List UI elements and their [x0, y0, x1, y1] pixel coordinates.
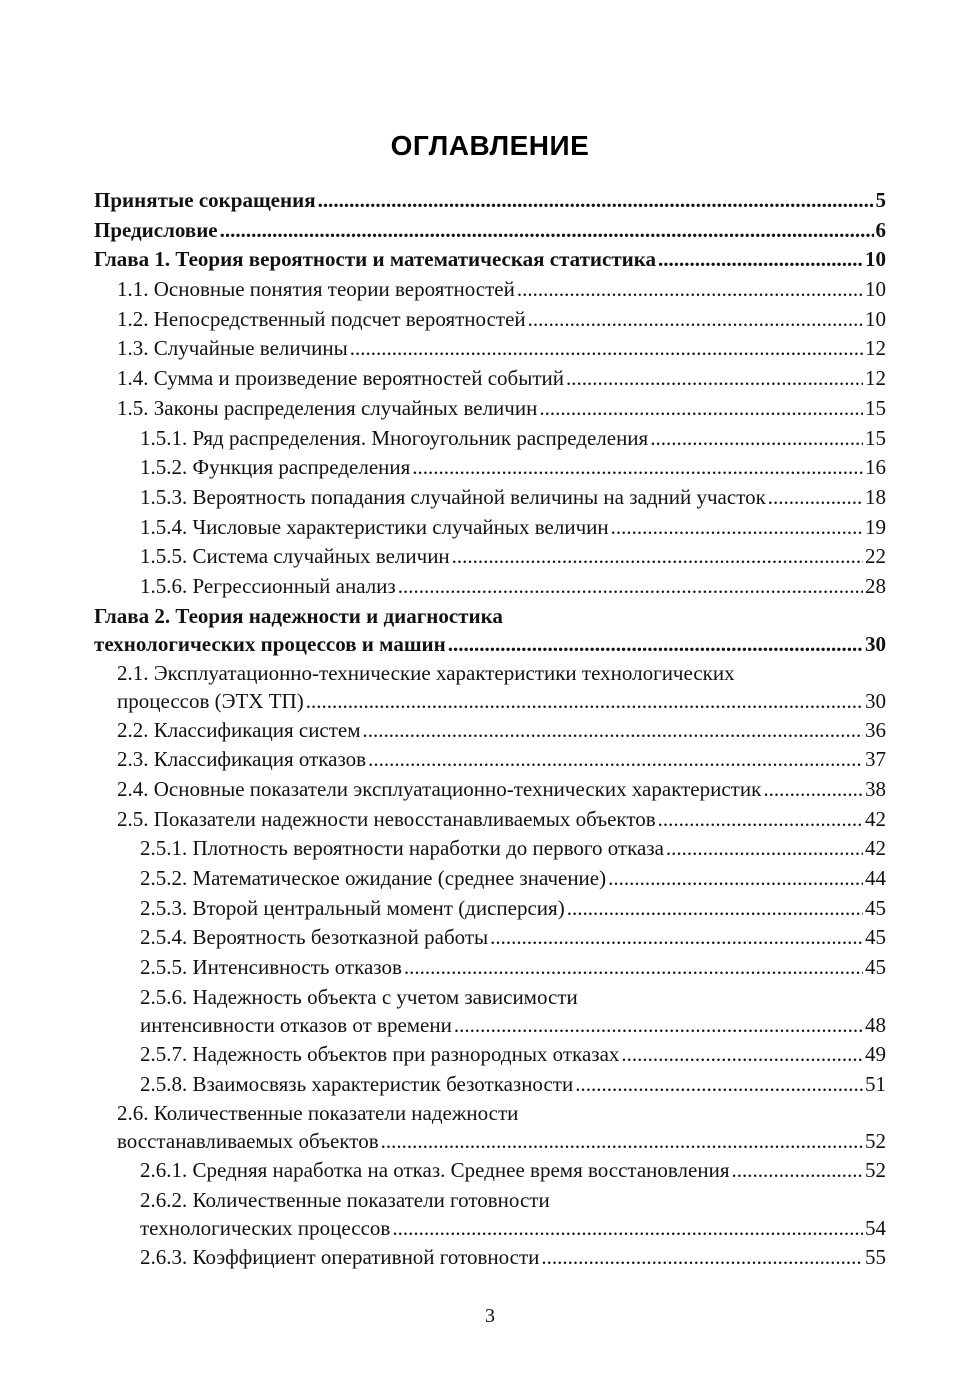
toc-page-number: 38 [865, 777, 886, 801]
toc-entry[interactable] [94, 513, 886, 543]
toc-page-number: 15 [865, 425, 886, 450]
toc-entry-text: 2.5. Показатели надежности невосстанавливаемых объектов [117, 806, 656, 831]
toc-entry-text: 2.5.5. Интенсивность отказов [140, 955, 402, 980]
toc-entry-text-line1: 2.6. Количественные показатели надежности [117, 1101, 519, 1126]
toc-entry[interactable] [94, 453, 886, 483]
toc-page-number: 49 [865, 1041, 886, 1066]
toc-entry[interactable] [94, 334, 886, 364]
toc-entry-text: 1.5.2. Функция распределения [140, 455, 411, 480]
toc-entry-text: 1.2. Непосредственный подсчет вероятностей [117, 306, 526, 331]
toc-page-number: 12 [865, 336, 886, 361]
toc-page-number: 44 [865, 866, 886, 891]
toc-entry[interactable] [94, 659, 886, 716]
toc-entry[interactable] [94, 394, 886, 424]
toc-entry[interactable] [94, 572, 886, 602]
toc-entry-text-line1: Глава 2. Теория надежности и диагностика [94, 603, 503, 628]
dot-leader [350, 334, 863, 364]
toc-page-number: 52 [865, 1129, 886, 1154]
dot-leader [318, 186, 874, 216]
toc-entry-text: 2.5.7. Надежность объектов при разнородных отказах [140, 1041, 620, 1066]
toc-entry-text-line2: технологических процессов [140, 1215, 391, 1240]
dot-leader [768, 483, 863, 513]
toc-entry[interactable] [94, 1070, 886, 1100]
toc-page-number: 36 [865, 717, 886, 742]
toc-page-number: 16 [865, 455, 886, 480]
toc-entry[interactable] [94, 834, 886, 864]
toc-page-number: 12 [865, 366, 886, 391]
toc-entry-text: 2.4. Основные показатели эксплуатационно-технических характеристик [117, 777, 762, 801]
toc-page-number: 42 [865, 836, 886, 861]
toc-entry[interactable] [94, 424, 886, 454]
toc-entry-text: 1.3. Случайные величины [117, 336, 348, 361]
toc-entry-text: Предисловие [94, 217, 218, 242]
dot-leader [567, 894, 863, 924]
page-number: 3 [485, 1305, 495, 1327]
toc-entry[interactable] [94, 216, 886, 246]
toc-entry-text: 2.2. Классификация систем [117, 717, 361, 742]
dot-leader [611, 513, 863, 543]
dot-leader [490, 923, 863, 953]
dot-leader [412, 453, 863, 483]
toc-entry-text: 1.5. Законы распределения случайных величин [117, 395, 538, 420]
toc-page-number: 6 [875, 217, 886, 242]
dot-leader [731, 1156, 863, 1186]
toc-page-number: 10 [865, 306, 886, 331]
toc-entry-text-line2: восстанавливаемых объектов [117, 1129, 379, 1154]
dot-leader [220, 216, 874, 246]
toc-entry-text: 2.5.2. Математическое ожидание (среднее значение) [140, 866, 607, 891]
toc-entry[interactable] [94, 542, 886, 572]
toc-entry-text: 2.5.3. Второй центральный момент (дисперсия) [140, 895, 565, 920]
dot-leader [452, 542, 863, 572]
toc-entry[interactable] [94, 1156, 886, 1186]
toc-entry[interactable] [94, 894, 886, 924]
toc-page-number: 28 [865, 573, 886, 598]
toc-entry[interactable] [94, 805, 886, 835]
toc-entry[interactable] [94, 983, 886, 1040]
toc-page-number: 30 [865, 688, 886, 713]
toc-page-number: 19 [865, 514, 886, 539]
dot-leader [392, 1214, 863, 1243]
dot-leader [448, 630, 863, 659]
toc-page-number: 45 [865, 955, 886, 980]
toc-entry[interactable] [94, 1099, 886, 1156]
toc-entry[interactable] [94, 716, 886, 746]
dot-leader [381, 1127, 863, 1156]
toc-entry[interactable] [94, 864, 886, 894]
toc-entry[interactable] [94, 775, 886, 805]
toc-entry-text-line2: процессов (ЭТХ ТП) [117, 688, 304, 713]
toc-entry[interactable] [94, 953, 886, 983]
toc-entry-text-line1: 2.6.2. Количественные показатели готовности [140, 1187, 550, 1212]
toc-entry-text: Глава 1. Теория вероятности и математическая статистика [94, 247, 657, 272]
toc-entry-text: 1.5.6. Регрессионный анализ [140, 573, 396, 598]
toc-entry-text: Принятые сокращения [94, 188, 316, 212]
toc-entry-text-line2: интенсивности отказов от времени [140, 1012, 452, 1037]
page-title: ОГЛАВЛЕНИЕ [390, 130, 590, 161]
toc-page-number: 5 [875, 188, 886, 212]
toc-entry[interactable] [94, 364, 886, 394]
toc-page-number: 55 [865, 1244, 886, 1269]
dot-leader [363, 716, 863, 746]
toc-entry-text-line1: 2.1. Эксплуатационно-технические характеристики технологических [117, 660, 735, 685]
dot-leader [517, 275, 863, 305]
toc-page-number: 30 [865, 631, 886, 656]
toc-page-number: 45 [865, 925, 886, 950]
toc-page-number: 22 [865, 544, 886, 569]
toc-entry[interactable] [94, 305, 886, 335]
toc-entry-text: 1.5.5. Система случайных величин [140, 544, 450, 569]
toc-page-number: 37 [865, 747, 886, 772]
toc-entry[interactable] [94, 245, 886, 275]
toc-entry-text: 1.5.1. Ряд распределения. Многоугольник распределения [140, 425, 649, 450]
dot-leader [528, 305, 863, 335]
table-of-contents [94, 186, 886, 1273]
toc-entry[interactable] [94, 745, 886, 775]
toc-entry-text: 1.4. Сумма и произведение вероятностей событий [117, 366, 564, 391]
toc-entry[interactable] [94, 1243, 886, 1273]
toc-entry-text: 2.3. Классификация отказов [117, 747, 367, 772]
dot-leader [658, 245, 863, 275]
toc-entry-text: 2.5.1. Плотность вероятности наработки до первого отказа [140, 836, 664, 861]
toc-entry[interactable] [94, 1186, 886, 1243]
toc-page-number: 15 [865, 395, 886, 420]
dot-leader [621, 1040, 863, 1070]
dot-leader [539, 394, 863, 424]
toc-page-number: 18 [865, 484, 886, 509]
dot-leader [666, 834, 863, 864]
dot-leader [608, 864, 863, 894]
toc-entry-text: 1.5.3. Вероятность попадания случайной величины на задний участок [140, 484, 766, 509]
toc-entry-text-line2: технологических процессов и машин [94, 631, 446, 656]
toc-entry-text: 1.1. Основные понятия теории вероятностей [117, 277, 515, 302]
dot-leader [575, 1070, 863, 1100]
dot-leader [763, 775, 863, 805]
toc-entry[interactable] [94, 602, 886, 659]
toc-entry-text: 1.5.4. Числовые характеристики случайных величин [140, 514, 609, 539]
toc-page-number: 10 [865, 277, 886, 302]
dot-leader [454, 1011, 863, 1040]
dot-leader [306, 687, 863, 716]
toc-page-number: 48 [865, 1012, 886, 1037]
toc-entry[interactable] [94, 923, 886, 953]
toc-entry-text: 2.6.3. Коэффициент оперативной готовности [140, 1244, 540, 1269]
toc-page-number: 52 [865, 1158, 886, 1183]
toc-entry[interactable] [94, 483, 886, 513]
toc-page-number: 51 [865, 1071, 886, 1096]
toc-page-number: 45 [865, 895, 886, 920]
toc-entry-text: 2.5.8. Взаимосвязь характеристик безотказности [140, 1071, 574, 1096]
toc-entry[interactable] [94, 186, 886, 216]
dot-leader [541, 1243, 863, 1273]
toc-page-number: 10 [865, 247, 886, 272]
dot-leader [650, 424, 863, 454]
toc-page-number: 54 [865, 1215, 886, 1240]
dot-leader [658, 805, 863, 835]
dot-leader [398, 572, 863, 602]
dot-leader [404, 953, 863, 983]
toc-entry-text: 2.5.4. Вероятность безотказной работы [140, 925, 489, 950]
toc-entry-text-line1: 2.5.6. Надежность объекта с учетом зависимости [140, 984, 578, 1009]
toc-entry[interactable] [94, 1040, 886, 1070]
dot-leader [566, 364, 863, 394]
toc-entry[interactable] [94, 275, 886, 305]
dot-leader [368, 745, 863, 775]
toc-page-number: 42 [865, 806, 886, 831]
toc-entry-text: 2.6.1. Средняя наработка на отказ. Среднее время восстановления [140, 1158, 730, 1183]
